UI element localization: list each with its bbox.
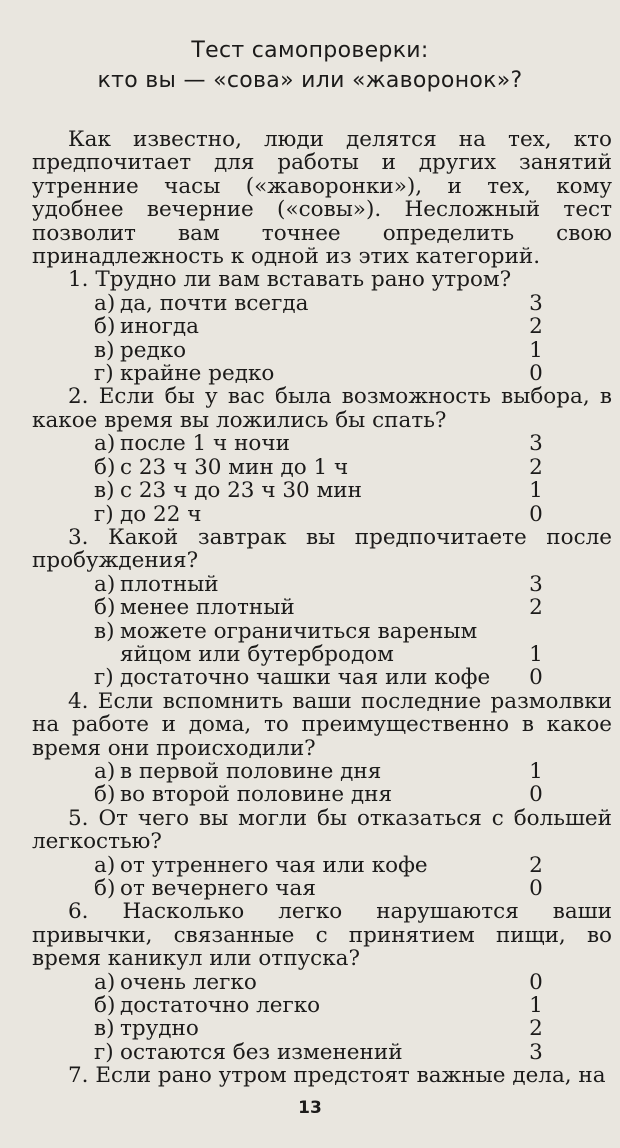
answer-option xyxy=(32,573,612,596)
option-score: 2 xyxy=(529,454,543,480)
answer-option xyxy=(32,854,612,877)
answer-option xyxy=(32,362,612,385)
option-letter: а) xyxy=(94,758,116,784)
option-score: 1 xyxy=(529,478,543,504)
option-score: 0 xyxy=(529,501,543,527)
option-text: после 1 ч ночи xyxy=(120,431,290,457)
option-text: достаточно легко xyxy=(120,993,321,1019)
option-letter: б) xyxy=(94,314,116,340)
option-letter: в) xyxy=(94,337,115,363)
option-text: с 23 ч 30 мин до 1 ч xyxy=(120,454,349,480)
answer-option xyxy=(32,339,612,362)
question-1: 1. Трудно ли вам вставать рано утром? xyxy=(68,267,512,293)
option-text: плотный xyxy=(120,571,219,597)
intro-paragraph: Как известно, люди делятся на тех, кто предпочитает для работы и других занятий утренние часы («жаворонки»), и тех, кому удобнее вечерние («совы»). Несложный тест позволит вам точнее определить свою принадлежность к одной из этих категорий. xyxy=(32,127,612,270)
option-letter: б) xyxy=(94,782,116,808)
answer-option xyxy=(32,666,612,689)
option-letter: б) xyxy=(94,595,116,621)
option-text: от вечернего чая xyxy=(120,876,316,901)
option-score: 3 xyxy=(529,431,543,457)
answer-option xyxy=(32,479,612,502)
option-score: 2 xyxy=(529,1016,543,1042)
option-text: достаточно чашки чая или кофе xyxy=(120,665,491,691)
option-score: 1 xyxy=(529,641,543,667)
option-text: трудно xyxy=(120,1016,199,1042)
question-2: 2. Если бы у вас была возможность выбора, в какое время вы ложились бы спать? xyxy=(32,384,612,433)
option-letter: г) xyxy=(94,361,114,387)
answer-option xyxy=(32,432,612,455)
option-text: остаются без изменений xyxy=(120,1039,403,1065)
page-number: 13 xyxy=(298,1098,322,1118)
option-letter: а) xyxy=(94,431,116,457)
option-text: до 22 ч xyxy=(120,501,202,527)
option-letter: а) xyxy=(94,852,116,878)
option-text: очень легко xyxy=(120,969,257,995)
option-score: 0 xyxy=(529,876,543,901)
option-letter: в) xyxy=(94,1016,115,1042)
option-score: 3 xyxy=(529,290,543,316)
option-text: можете ограничиться вареным яйцом или бутербродом xyxy=(120,618,478,667)
option-score: 1 xyxy=(529,758,543,784)
answer-option xyxy=(32,456,612,479)
question-5: 5. От чего вы могли бы отказаться с большей легкостью? xyxy=(32,805,612,855)
option-score: 0 xyxy=(529,969,543,995)
answer-option xyxy=(32,877,612,900)
answer-option xyxy=(32,971,612,994)
question-7: 7. Если рано утром предстоят важные дела, на xyxy=(68,1063,606,1089)
option-letter: б) xyxy=(94,876,116,901)
option-score: 2 xyxy=(529,314,543,340)
answer-option xyxy=(32,292,612,315)
option-score: 2 xyxy=(529,852,543,878)
option-score: 3 xyxy=(529,1039,543,1065)
option-text: с 23 ч до 23 ч 30 мин xyxy=(120,478,362,504)
answer-option xyxy=(32,315,612,338)
answer-option xyxy=(32,1041,612,1064)
option-letter: г) xyxy=(94,1039,114,1065)
answer-option xyxy=(32,1017,612,1040)
question-6: 6. Насколько легко нарушаются ваши привычки, связанные с принятием пищи, во время каникул или отпуска? xyxy=(32,899,612,972)
option-text: во второй половине дня xyxy=(120,782,393,808)
question-4: 4. Если вспомнить ваши последние размолвки на работе и дома, то преимущественно в какое время они происходили? xyxy=(32,688,612,761)
option-letter: а) xyxy=(94,571,116,597)
option-text: в первой половине дня xyxy=(120,758,382,784)
option-text: от утреннего чая или кофе xyxy=(120,852,428,878)
page-title-line-1: Тест самопроверки: xyxy=(191,38,429,63)
answer-option xyxy=(32,620,612,667)
page-title-line-2: кто вы — «сова» или «жаворонок»? xyxy=(97,68,523,93)
option-letter: г) xyxy=(94,501,114,527)
answer-option xyxy=(32,503,612,526)
option-text: редко xyxy=(120,337,187,363)
option-letter: а) xyxy=(94,290,116,316)
option-letter: в) xyxy=(94,618,115,644)
option-letter: г) xyxy=(94,665,114,691)
option-score: 1 xyxy=(529,993,543,1019)
option-text: крайне редко xyxy=(120,361,275,387)
option-score: 1 xyxy=(529,337,543,363)
option-text: да, почти всегда xyxy=(120,290,309,316)
answer-option xyxy=(32,783,612,806)
answer-option xyxy=(32,760,612,783)
answer-option xyxy=(32,596,612,619)
option-text: менее плотный xyxy=(120,595,295,621)
option-score: 0 xyxy=(529,782,543,808)
option-letter: б) xyxy=(94,454,116,480)
option-letter: в) xyxy=(94,478,115,504)
question-3: 3. Какой завтрак вы предпочитаете после пробуждения? xyxy=(32,524,612,574)
page-body xyxy=(32,128,612,1088)
option-score: 3 xyxy=(529,571,543,597)
option-score: 2 xyxy=(529,595,543,621)
option-text: иногда xyxy=(120,314,199,340)
option-score: 0 xyxy=(529,361,543,387)
option-letter: б) xyxy=(94,993,116,1019)
option-score: 0 xyxy=(529,665,543,691)
answer-option xyxy=(32,994,612,1017)
option-letter: а) xyxy=(94,969,116,995)
